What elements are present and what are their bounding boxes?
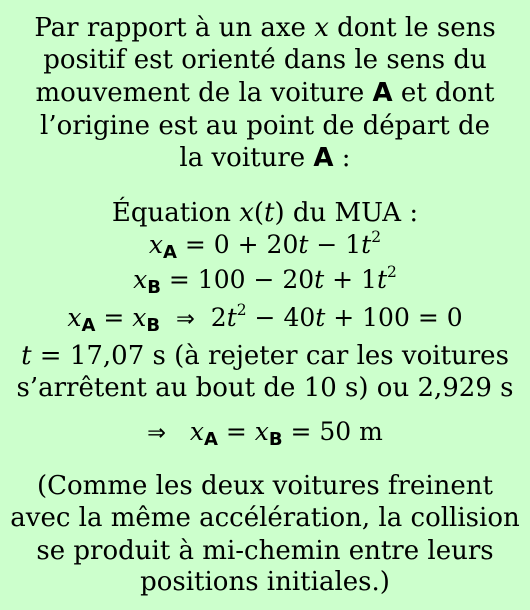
solution-line-1: t = 17,07 s (à rejeter car les voitures [21,341,509,371]
equation-xb: $x_B = 100 - 20t + 1t^2$ [133,263,397,299]
intro-line-3: mouvement de la voiture A et dont [35,78,495,108]
intro-line-1-text: Par rapport à un axe x dont le sens [34,13,496,43]
solution-line-2: s’arrêtent au bout de 10 s) ou 2,929 s [16,373,514,403]
intro-line-4: l’origine est au point de départ de [40,111,490,141]
intro-line-2: positif est orienté dans le sens du [43,45,487,75]
intro-line-5: la voiture A : [179,143,351,173]
equation-xa: $x_A = 0 + 20t - 1t^2$ [148,228,382,264]
equation-result: ⇒ $x_A = x_B = 50$ m [147,417,383,451]
intro-line-1 [0,12,530,44]
note-line-1: (Comme les deux voitures freinent [36,471,493,501]
note-line-4: positions initiales.) [140,567,390,597]
note-line-2: avec la même accélération, la collision [10,503,520,533]
equation-equal: $x_A = x_B$ ⇒ $2t^2 - 40t + 100 = 0$ [67,301,463,337]
equation-heading: Équation x(t) du MUA : [111,198,419,228]
note-line-3: se produit à mi-chemin entre leurs [36,536,494,566]
